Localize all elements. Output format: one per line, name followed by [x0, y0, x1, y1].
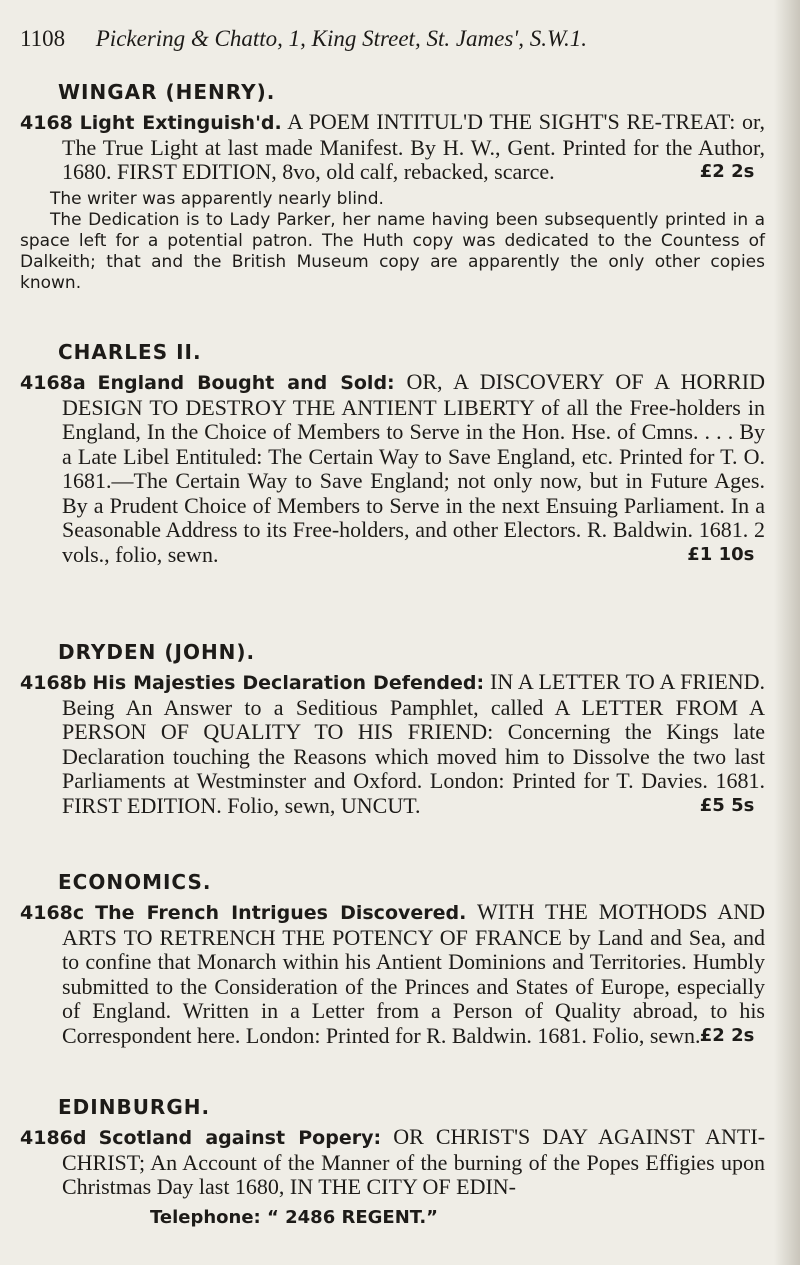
catalogue-entry [20, 80, 765, 294]
entry-body [20, 1125, 765, 1200]
lot-number: 4168a [20, 372, 86, 394]
page-number: 1108 [20, 26, 66, 51]
entry-description: A POEM INTITUL'D THE SIGHT'S RE-TREAT: or, The True Light at last made Manifest. By H. W., Gent. Printed for the Author, 1680. FIRST EDITION, 8vo, old calf, rebacked, scarce. [62, 109, 765, 184]
catalogue-entry [20, 640, 765, 818]
price: £2 2s [699, 161, 755, 182]
entry-body [20, 670, 765, 818]
note-paragraph: The Dedication is to Lady Parker, her name having been subsequently printed in a space left for a potential patron. The Huth copy was dedicated to the Countess of Dalkeith; that and the British Museum copy are apparently the only other copies known. [20, 209, 765, 293]
author-heading: ECONOMICS. [58, 870, 212, 894]
lot-number: 4168 [20, 112, 73, 134]
short-title: Light Extinguish'd. [79, 112, 282, 134]
short-title: England Bought and Sold: [97, 372, 395, 394]
catalogue-entry [20, 870, 765, 1048]
short-title: The French Intrigues Discovered. [95, 902, 467, 924]
lot-number: 4168b [20, 672, 87, 694]
lot-number: 4168c [20, 902, 85, 924]
author-heading: DRYDEN (JOHN). [58, 640, 256, 664]
running-head [20, 26, 760, 52]
entry-body [20, 110, 765, 185]
price: £1 10s [687, 543, 755, 565]
author-heading: CHARLES II. [58, 340, 202, 364]
catalogue-entry [20, 340, 765, 567]
entry-description: OR CHRIST'S DAY AGAINST ANTI-CHRIST; An Account of the Manner of the burning of the Popes Effigies upon Christmas Day last 1680, IN THE CITY OF EDIN- [62, 1124, 766, 1199]
entry-notes [20, 189, 765, 294]
publisher-line: Pickering & Chatto, 1, King Street, St. James', S.W.1. [95, 26, 588, 51]
short-title: Scotland against Popery: [98, 1127, 382, 1149]
entry-description: OR, A DISCOVERY OF A HORRID DESIGN TO DESTROY THE ANTIENT LIBERTY of all the Free-holders in England, In the Choice of Members to Serve in the Hon. Hse. of Cmns. . . . By a Late Libel Entituled: The Certain Way to Save England, etc. Printed for T. O. 1681.—The Certain Way to Save England; not only now, but in Future Ages. By a Prudent Choice of Members to Serve in the next Ensuing Parliament. In a Seasonable Address to its Free-holders, and other Electors. R. Baldwin. 1681. 2 vols., folio, sewn. [62, 369, 766, 567]
telephone-footer: Telephone: “ 2486 REGENT.” [150, 1207, 438, 1228]
page-edge-shadow [774, 0, 800, 1265]
price: £2 2s [699, 1024, 755, 1046]
entry-body [20, 900, 765, 1048]
entry-description: WITH THE MOTHODS AND ARTS TO RETRENCH THE POTENCY OF FRANCE by Land and Sea, and to confine that Monarch within his Antient Dominions and Territories. Humbly submitted to the Consideration of the Princes and States of Europe, especially of England. Written in a Letter from a Person of Quality abroad, to his Correspondent here. London: Printed for R. Baldwin. 1681. Folio, sewn. [62, 899, 765, 1048]
entry-body [20, 370, 765, 567]
price: £5 5s [699, 794, 755, 816]
short-title: His Majesties Declaration Defended: [92, 672, 485, 694]
author-heading: EDINBURGH. [58, 1095, 211, 1119]
catalogue-entry [20, 1095, 765, 1200]
entry-description: IN A LETTER TO A FRIEND. Being An Answer to a Seditious Pamphlet, called A LETTER FROM A PERSON OF QUALITY TO HIS FRIEND: Concerning the Kings late Declaration touching the Reasons which moved him to Dissolve the two last Parliaments at Westminster and Oxford. London: Printed for T. Davies. 1681. FIRST EDITION. Folio, sewn, UNCUT. [62, 669, 766, 818]
author-heading: WINGAR (HENRY). [58, 80, 276, 104]
lot-number: 4186d [20, 1127, 87, 1149]
note-paragraph: The writer was apparently nearly blind. [50, 188, 384, 209]
